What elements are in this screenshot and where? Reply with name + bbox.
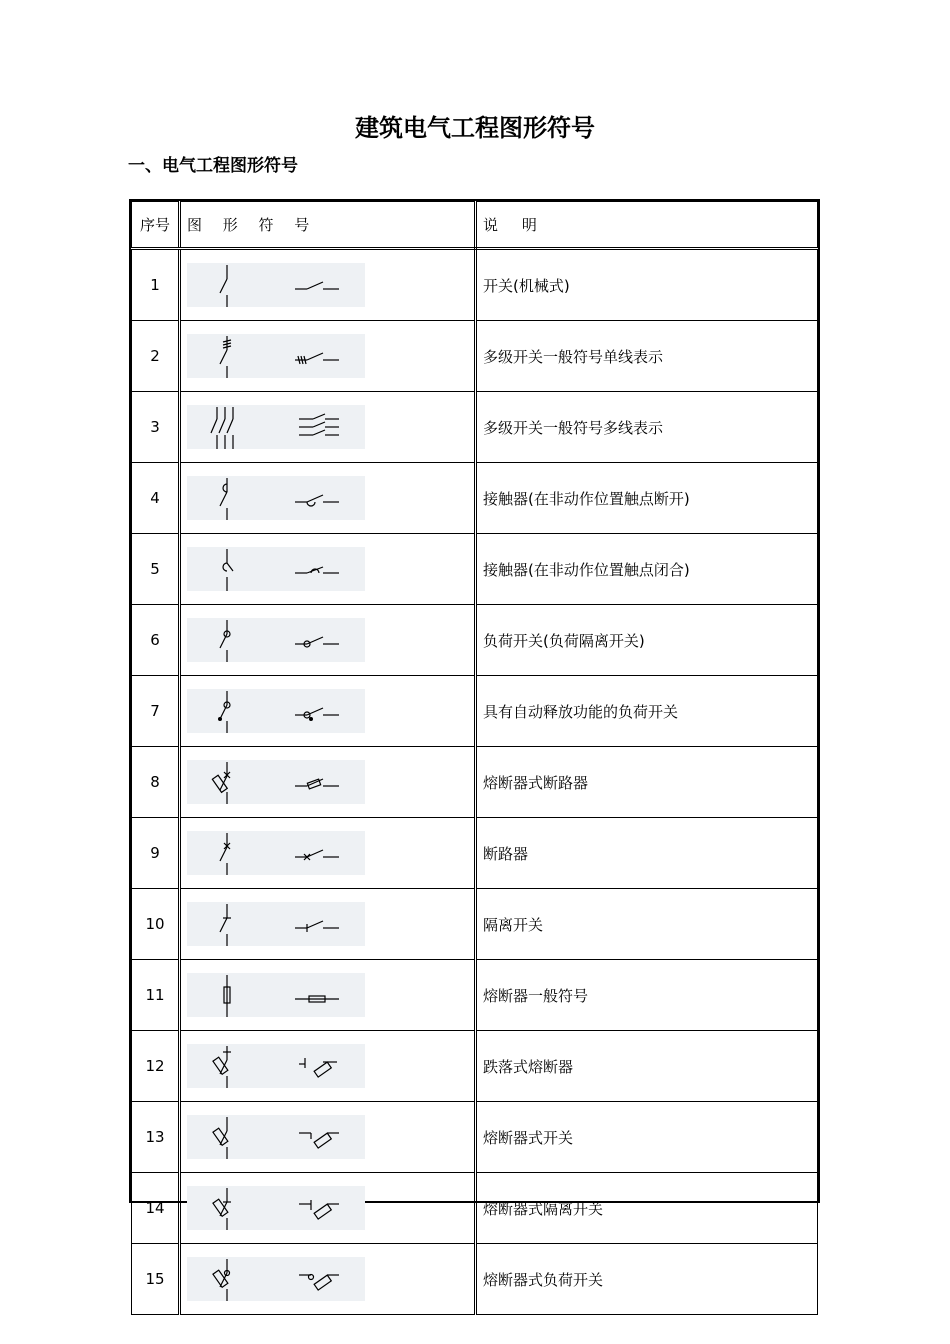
row-number: 13 [132,1102,180,1173]
symbol-cell [180,1031,476,1102]
row-description: 断路器 [476,818,818,889]
row-number: 6 [132,605,180,676]
table-row [132,960,818,1031]
row-number: 7 [132,676,180,747]
circuit-breaker-symbol-icon [187,831,365,875]
symbol-cell [180,676,476,747]
fuse-symbol-icon [187,973,365,1017]
symbol-cell [180,605,476,676]
symbol-cell [180,747,476,818]
symbol-cell [180,960,476,1031]
row-description: 多级开关一般符号多线表示 [476,392,818,463]
table-row [132,1102,818,1173]
header-symbol: 图 形 符 号 [180,202,476,249]
row-number: 15 [132,1244,180,1315]
symbol-table [129,199,820,1289]
row-description: 隔离开关 [476,889,818,960]
row-description: 熔断器式隔离开关 [476,1173,818,1244]
symbol-cell [180,1244,476,1315]
symbol-cell [180,463,476,534]
disconnector-symbol-icon [187,902,365,946]
row-number: 9 [132,818,180,889]
table-header-row [132,202,818,249]
multipole-multi-symbol-icon [187,405,365,449]
row-description: 接触器(在非动作位置触点闭合) [476,534,818,605]
fuse-disconnector-symbol-icon [187,1186,365,1230]
contactor-open-symbol-icon [187,476,365,520]
table-row [132,605,818,676]
table-row [132,463,818,534]
symbol-cell [180,889,476,960]
page-title: 建筑电气工程图形符号 [355,114,595,142]
row-description: 负荷开关(负荷隔离开关) [476,605,818,676]
symbol-cell [180,321,476,392]
row-number: 10 [132,889,180,960]
row-description: 开关(机械式) [476,249,818,321]
table-row [132,249,818,321]
table-row [132,1244,818,1315]
fuse-load-switch-symbol-icon [187,1257,365,1301]
row-number: 12 [132,1031,180,1102]
row-number: 11 [132,960,180,1031]
row-number: 5 [132,534,180,605]
section-heading: 一、电气工程图形符号 [128,156,298,176]
fuse-breaker-symbol-icon [187,760,365,804]
row-number: 3 [132,392,180,463]
table-row [132,392,818,463]
symbol-cell [180,249,476,321]
table-row [132,1173,818,1244]
row-number: 14 [132,1173,180,1244]
header-no: 序号 [132,202,180,249]
contactor-closed-symbol-icon [187,547,365,591]
table-row [132,321,818,392]
table-row [132,534,818,605]
row-number: 8 [132,747,180,818]
row-description: 熔断器式开关 [476,1102,818,1173]
table-row [132,889,818,960]
load-switch-auto-symbol-icon [187,689,365,733]
row-description: 多级开关一般符号单线表示 [476,321,818,392]
drop-fuse-symbol-icon [187,1044,365,1088]
row-description: 跌落式熔断器 [476,1031,818,1102]
row-description: 熔断器一般符号 [476,960,818,1031]
row-number: 2 [132,321,180,392]
row-description: 接触器(在非动作位置触点断开) [476,463,818,534]
switch-symbol-icon [187,263,365,307]
row-description: 熔断器式断路器 [476,747,818,818]
load-switch-symbol-icon [187,618,365,662]
table-row [132,1031,818,1102]
symbol-cell [180,392,476,463]
symbol-cell [180,818,476,889]
row-description: 熔断器式负荷开关 [476,1244,818,1315]
row-number: 1 [132,249,180,321]
symbol-cell [180,1102,476,1173]
fuse-switch-symbol-icon [187,1115,365,1159]
symbol-cell [180,534,476,605]
row-description: 具有自动释放功能的负荷开关 [476,676,818,747]
table-row [132,676,818,747]
row-number: 4 [132,463,180,534]
multipole-single-symbol-icon [187,334,365,378]
table-row [132,747,818,818]
table-row [132,818,818,889]
header-description: 说 明 [476,202,818,249]
symbol-cell [180,1173,476,1244]
